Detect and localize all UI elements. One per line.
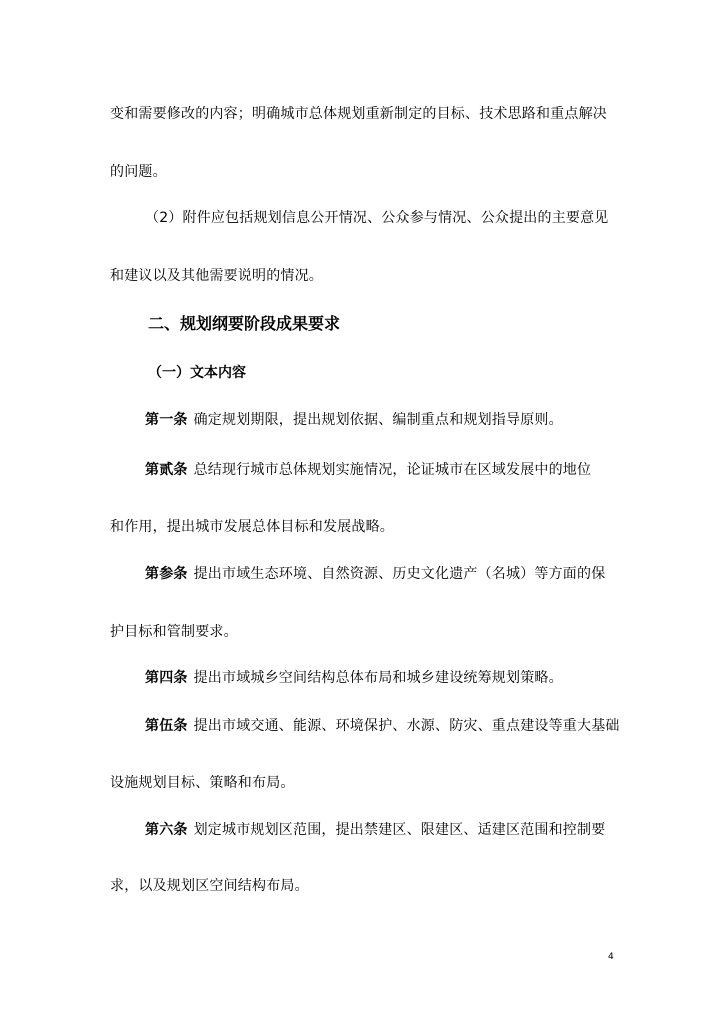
- section-heading: 二、规划纲要阶段成果要求: [148, 314, 341, 333]
- article-5: [145, 716, 620, 736]
- article-4: [145, 668, 563, 688]
- article-text: 总结现行城市总体规划实施情况，论证城市在区域发展中的地位: [193, 462, 592, 478]
- article-text: 提出市域交通、能源、环境保护、水源、防灾、重点建设等重大基础: [193, 718, 620, 734]
- article-label: 第参条: [145, 566, 188, 582]
- article-text: 提出市域城乡空间结构总体布局和城乡建设统筹规划策略。: [193, 670, 563, 686]
- article-6: [145, 820, 605, 840]
- article-text: 提出市域生态环境、自然资源、历史文化遗产（名城）等方面的保: [193, 566, 606, 582]
- paragraph-1-line-2: 的问题。: [110, 164, 167, 180]
- article-5-continuation: 设施规划目标、策略和布局。: [110, 775, 295, 791]
- article-1: [145, 410, 563, 430]
- article-label: 第伍条: [145, 718, 188, 734]
- article-label: 第贰条: [145, 462, 188, 478]
- paragraph-2-line-2: 和建议以及其他需要说明的情况。: [110, 268, 323, 284]
- article-text: 确定规划期限，提出规划依据、编制重点和规划指导原则。: [193, 412, 563, 428]
- paragraph-2-line-1: （2）附件应包括规划信息公开情况、公众参与情况、公众提出的主要意见: [145, 210, 609, 226]
- article-label: 第四条: [145, 670, 188, 686]
- article-2-continuation: 和作用，提出城市发展总体目标和发展战略。: [110, 519, 394, 535]
- subsection-heading: （一）文本内容: [148, 365, 246, 381]
- article-3: [145, 564, 605, 584]
- article-2: [145, 460, 591, 480]
- article-label: 第一条: [145, 412, 188, 428]
- article-6-continuation: 求，以及规划区空间结构布局。: [110, 878, 309, 894]
- paragraph-1-line-1: 变和需要修改的内容；明确城市总体规划重新制定的目标、技术思路和重点解决: [110, 106, 607, 122]
- article-text: 划定城市规划区范围，提出禁建区、限建区、适建区范围和控制要: [193, 822, 606, 838]
- article-label: 第六条: [145, 822, 188, 838]
- page-number: 4: [608, 952, 614, 962]
- article-3-continuation: 护目标和管制要求。: [110, 624, 238, 640]
